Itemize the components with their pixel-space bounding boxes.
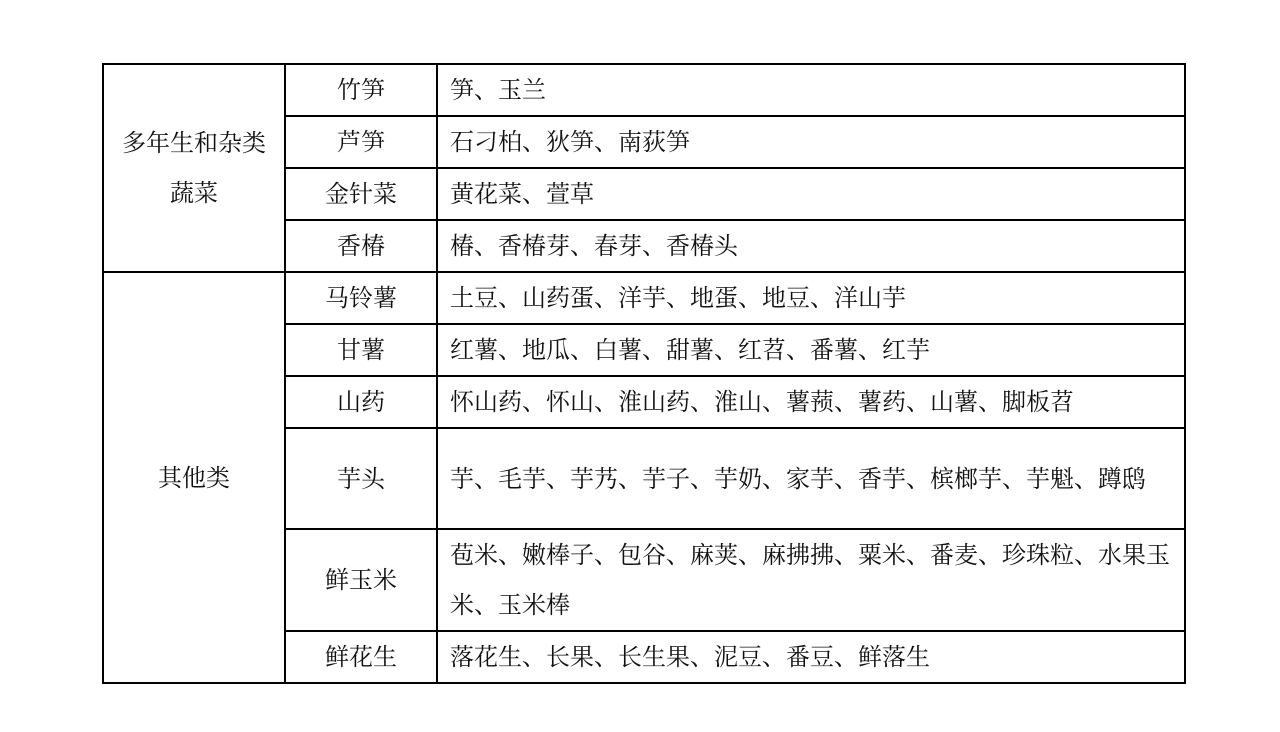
table-row: [103, 272, 1185, 324]
alias-cell: 石刁柏、狄笋、南荻笋: [437, 116, 1185, 168]
alias-cell: 芋、毛芋、芋艿、芋子、芋奶、家芋、香芋、槟榔芋、芋魁、蹲鸱: [437, 428, 1185, 529]
alias-cell: 土豆、山药蛋、洋芋、地蛋、地豆、洋山芋: [437, 272, 1185, 324]
alias-cell: 笋、玉兰: [437, 64, 1185, 116]
category-cell: 其他类: [103, 272, 285, 683]
alias-cell: 椿、香椿芽、春芽、香椿头: [437, 220, 1185, 272]
alias-cell: 红薯、地瓜、白薯、甜薯、红苕、番薯、红芋: [437, 324, 1185, 376]
alias-cell: 怀山药、怀山、淮山药、淮山、薯蓣、薯药、山薯、脚板苕: [437, 376, 1185, 428]
vegetable-name-cell: 鲜玉米: [285, 529, 437, 631]
vegetable-name-cell: 竹笋: [285, 64, 437, 116]
alias-cell: 苞米、嫩棒子、包谷、麻荚、麻拂拂、粟米、番麦、珍珠粒、水果玉米、玉米棒: [437, 529, 1185, 631]
vegetable-name-cell: 芋头: [285, 428, 437, 529]
alias-cell: 落花生、长果、长生果、泥豆、番豆、鲜落生: [437, 631, 1185, 683]
vegetable-name-cell: 金针菜: [285, 168, 437, 220]
vegetable-name-cell: 山药: [285, 376, 437, 428]
category-cell: 多年生和杂类蔬菜: [103, 64, 285, 272]
vegetable-name-cell: 鲜花生: [285, 631, 437, 683]
table-row: [103, 64, 1185, 116]
vegetable-alias-table: [102, 63, 1186, 684]
vegetable-name-cell: 香椿: [285, 220, 437, 272]
vegetable-name-cell: 芦笋: [285, 116, 437, 168]
vegetable-name-cell: 甘薯: [285, 324, 437, 376]
vegetable-name-cell: 马铃薯: [285, 272, 437, 324]
alias-cell: 黄花菜、萱草: [437, 168, 1185, 220]
